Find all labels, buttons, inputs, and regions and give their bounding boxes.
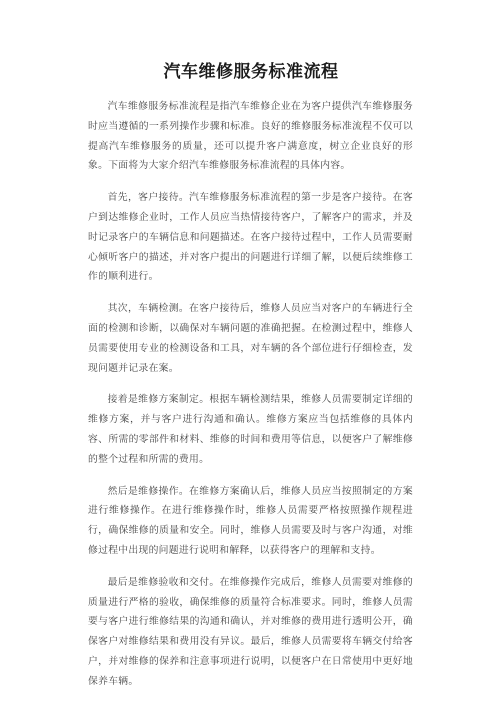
paragraph-repair-plan: 接着是维修方案制定。根据车辆检测结果，维修人员需要制定详细的维修方案，并与客户进行沟通和确认。维修方案应当包括维修的具体内容、所需的零部件和材料、维修的时间和费用等信息，以便客户了解维修的整个过程和所需的费用。 <box>88 394 413 465</box>
document-title: 汽车维修服务标准流程 <box>163 62 339 82</box>
document-body <box>88 97 413 704</box>
paragraph-repair-operation: 然后是维修操作。在维修方案确认后，维修人员应当按照制定的方案进行维修操作。在进行维修操作时，维修人员需要严格按照操作规程进行，确保维修的质量和安全。同时，维修人员需要及时与客户沟通，对维修过程中出现的问题进行说明和解释，以获得客户的理解和支持。 <box>88 485 413 556</box>
paragraph-vehicle-inspection: 其次，车辆检测。在客户接待后，维修人员应当对客户的车辆进行全面的检测和诊断，以确保对车辆问题的准确把握。在检测过程中，维修人员需要使用专业的检测设备和工具，对车辆的各个部位进行仔细检查，发现问题并记录在案。 <box>88 303 413 374</box>
paragraph-intro: 汽车维修服务标准流程是指汽车维修企业在为客户提供汽车维修服务时应当遵循的一系列操作步骤和标准。良好的维修服务标准流程不仅可以提高汽车维修服务的质量，还可以提升客户满意度，树立企业良好的形象。下面将为大家介绍汽车维修服务标准流程的具体内容。 <box>88 101 413 172</box>
paragraph-customer-reception: 首先，客户接待。汽车维修服务标准流程的第一步是客户接待。在客户到达维修企业时，工作人员应当热情接待客户，了解客户的需求，并及时记录客户的车辆信息和问题描述。在客户接待过程中，工作人员需要耐心倾听客户的描述，并对客户提出的问题进行详细了解，以便后续维修工作的顺利进行。 <box>88 192 413 283</box>
paragraph-acceptance-delivery: 最后是维修验收和交付。在维修操作完成后，维修人员需要对维修的质量进行严格的验收，确保维修的质量符合标准要求。同时，维修人员需要与客户进行维修结果的沟通和确认，并对维修的费用进行透明公开，确保客户对维修结果和费用没有异议。最后，维修人员需要将车辆交付给客户，并对维修的保养和注意事项进行说明，以便客户在日常使用中更好地保养车辆。 <box>88 576 413 687</box>
